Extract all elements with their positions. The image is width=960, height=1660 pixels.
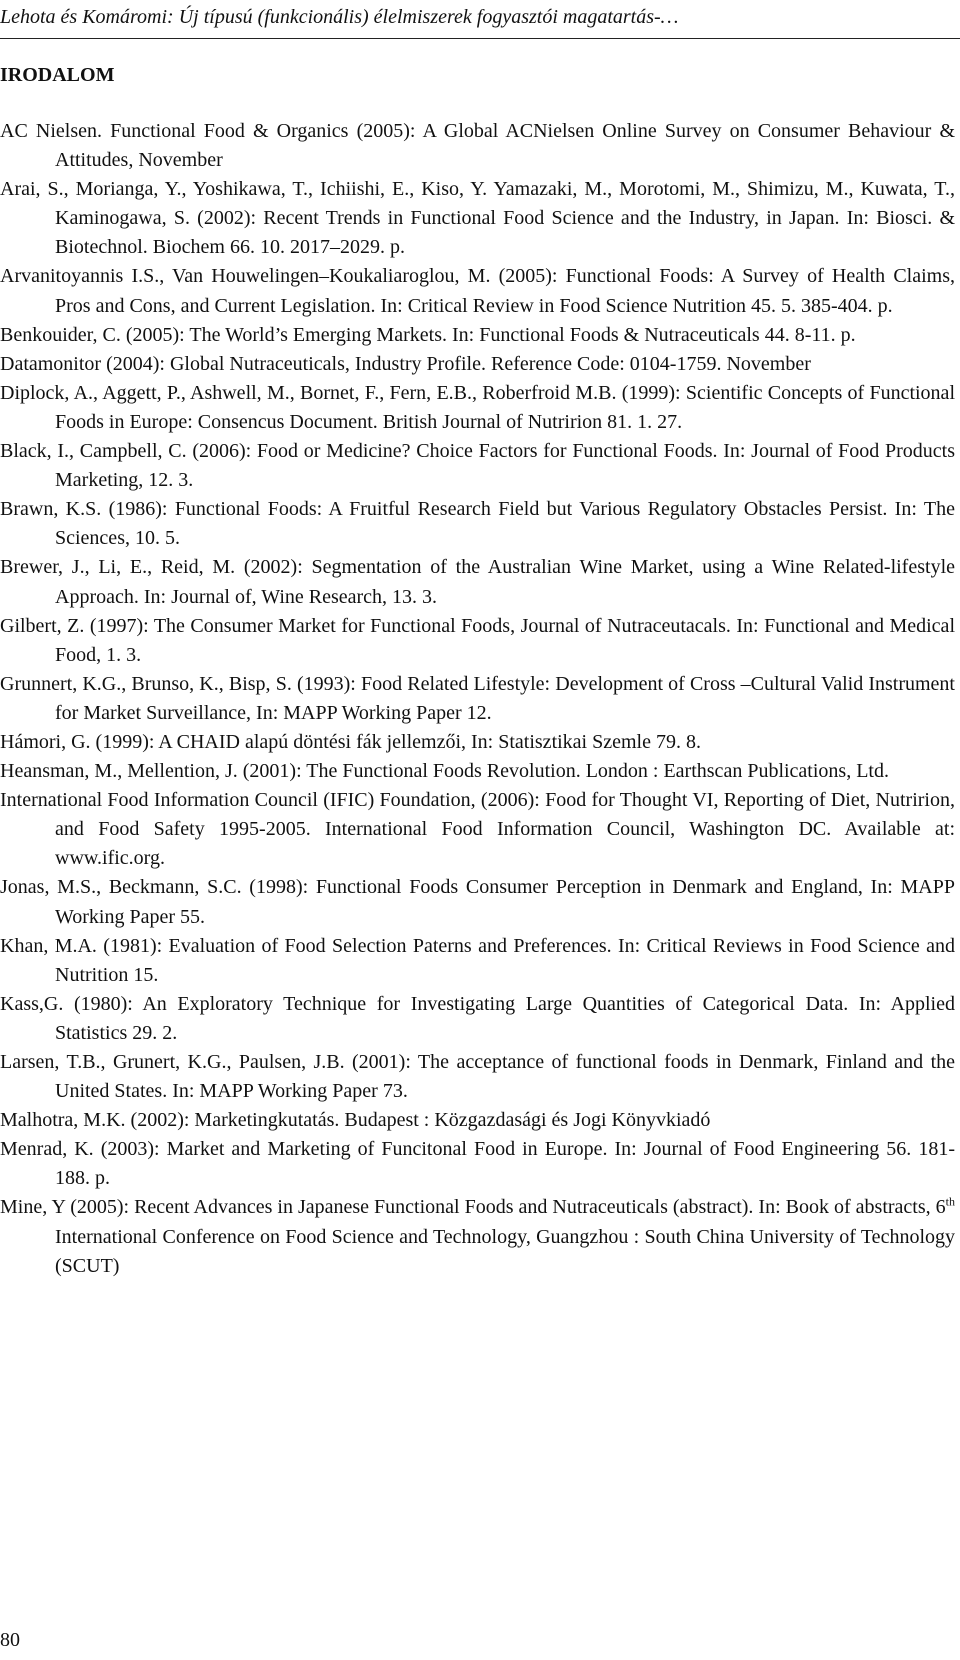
section-title: IRODALOM <box>0 64 115 86</box>
reference-text: International Conference on Food Science and Technology, Guangzhou : South China University of Technology (SCUT) <box>55 1225 955 1277</box>
reference-entry: Datamonitor (2004): Global Nutraceuticals, Industry Profile. Reference Code: 0104-1759. November <box>0 352 811 375</box>
page-number: 80 <box>0 1629 20 1651</box>
reference-entry: Larsen, T.B., Grunert, K.G., Paulsen, J.B. (2001): The acceptance of functional foods in Denmark, Finland and the United States. In: MAPP Working Paper 73. <box>0 1051 955 1103</box>
reference-entry: Gilbert, Z. (1997): The Consumer Market for Functional Foods, Journal of Nutraceutacals. In: Functional and Medical Food, 1. 3. <box>0 614 955 666</box>
reference-entry: Grunnert, K.G., Brunso, K., Bisp, S. (1993): Food Related Lifestyle: Development of Cross –Cultural Valid Instrument for Market Surveillance, In: MAPP Working Paper 12. <box>0 672 955 724</box>
reference-entry: Arvanitoyannis I.S., Van Houwelingen–Koukaliaroglou, M. (2005): Functional Foods: A Survey of Health Claims, Pros and Cons, and Current Legislation. In: Critical Review in Food Science Nutrition 45. 5. 385-404. p. <box>0 265 955 317</box>
header-divider <box>0 38 960 39</box>
reference-entry: Kass,G. (1980): An Exploratory Technique for Investigating Large Quantities of Categorical Data. In: Applied Statistics 29. 2. <box>0 992 955 1044</box>
reference-entry: AC Nielsen. Functional Food & Organics (2005): A Global ACNielsen Online Survey on Consumer Behaviour & Attitudes, November <box>0 120 955 172</box>
ordinal-suffix: th <box>945 1194 955 1209</box>
reference-text: Mine, Y (2005): Recent Advances in Japanese Functional Foods and Nutraceuticals (abstract). In: Book of abstracts, 6 <box>0 1196 946 1219</box>
reference-entry: Jonas, M.S., Beckmann, S.C. (1998): Functional Foods Consumer Perception in Denmark and England, In: MAPP Working Paper 55. <box>0 876 955 928</box>
reference-entry: Khan, M.A. (1981): Evaluation of Food Selection Paterns and Preferences. In: Critical Reviews in Food Science and Nutrition 15. <box>0 934 955 986</box>
reference-entry: International Food Information Council (IFIC) Foundation, (2006): Food for Thought VI, Reporting of Diet, Nutririon, and Food Safety 1995-2005. International Food Information Council, Washington DC. Available at: www.ific.org. <box>0 789 955 870</box>
reference-entry-last <box>0 1193 955 1280</box>
reference-entry: Arai, S., Morianga, Y., Yoshikawa, T., Ichiishi, E., Kiso, Y. Yamazaki, M., Morotomi, M., Shimizu, M., Kuwata, T., Kaminogawa, S. (2002): Recent Trends in Functional Food Science and the Industry, in Japan. In: Biosci. & Biotechnol. Biochem 66. 10. 2017–2029. p. <box>0 178 955 259</box>
reference-entry: Black, I., Campbell, C. (2006): Food or Medicine? Choice Factors for Functional Foods. In: Journal of Food Products Marketing, 12. 3. <box>0 440 955 492</box>
reference-entry: Diplock, A., Aggett, P., Ashwell, M., Bornet, F., Fern, E.B., Roberfroid M.B. (1999): Scientific Concepts of Functional Foods in Europe: Consencus Document. British Journal of Nutririon 81. 1. 27. <box>0 381 955 433</box>
reference-entry: Heansman, M., Mellention, J. (2001): The Functional Foods Revolution. London : Earthscan Publications, Ltd. <box>0 760 889 783</box>
running-header: Lehota és Komáromi: Új típusú (funkcionális) élelmiszerek fogyasztói magatartás-… <box>0 6 679 28</box>
reference-list <box>0 117 955 1281</box>
reference-entry: Brewer, J., Li, E., Reid, M. (2002): Segmentation of the Australian Wine Market, using a Wine Related-lifestyle Approach. In: Journal of, Wine Research, 13. 3. <box>0 556 955 608</box>
reference-entry: Benkouider, C. (2005): The World’s Emerging Markets. In: Functional Foods & Nutraceuticals 44. 8-11. p. <box>0 323 856 346</box>
reference-entry: Malhotra, M.K. (2002): Marketingkutatás. Budapest : Közgazdasági és Jogi Könyvkiadó <box>0 1109 711 1132</box>
reference-entry: Hámori, G. (1999): A CHAID alapú döntési fák jellemzői, In: Statisztikai Szemle 79. 8. <box>0 730 701 753</box>
reference-entry: Menrad, K. (2003): Market and Marketing of Funcitonal Food in Europe. In: Journal of Food Engineering 56. 181-188. p. <box>0 1138 955 1190</box>
reference-entry: Brawn, K.S. (1986): Functional Foods: A Fruitful Research Field but Various Regulatory Obstacles Persist. In: The Sciences, 10. 5. <box>0 498 955 550</box>
